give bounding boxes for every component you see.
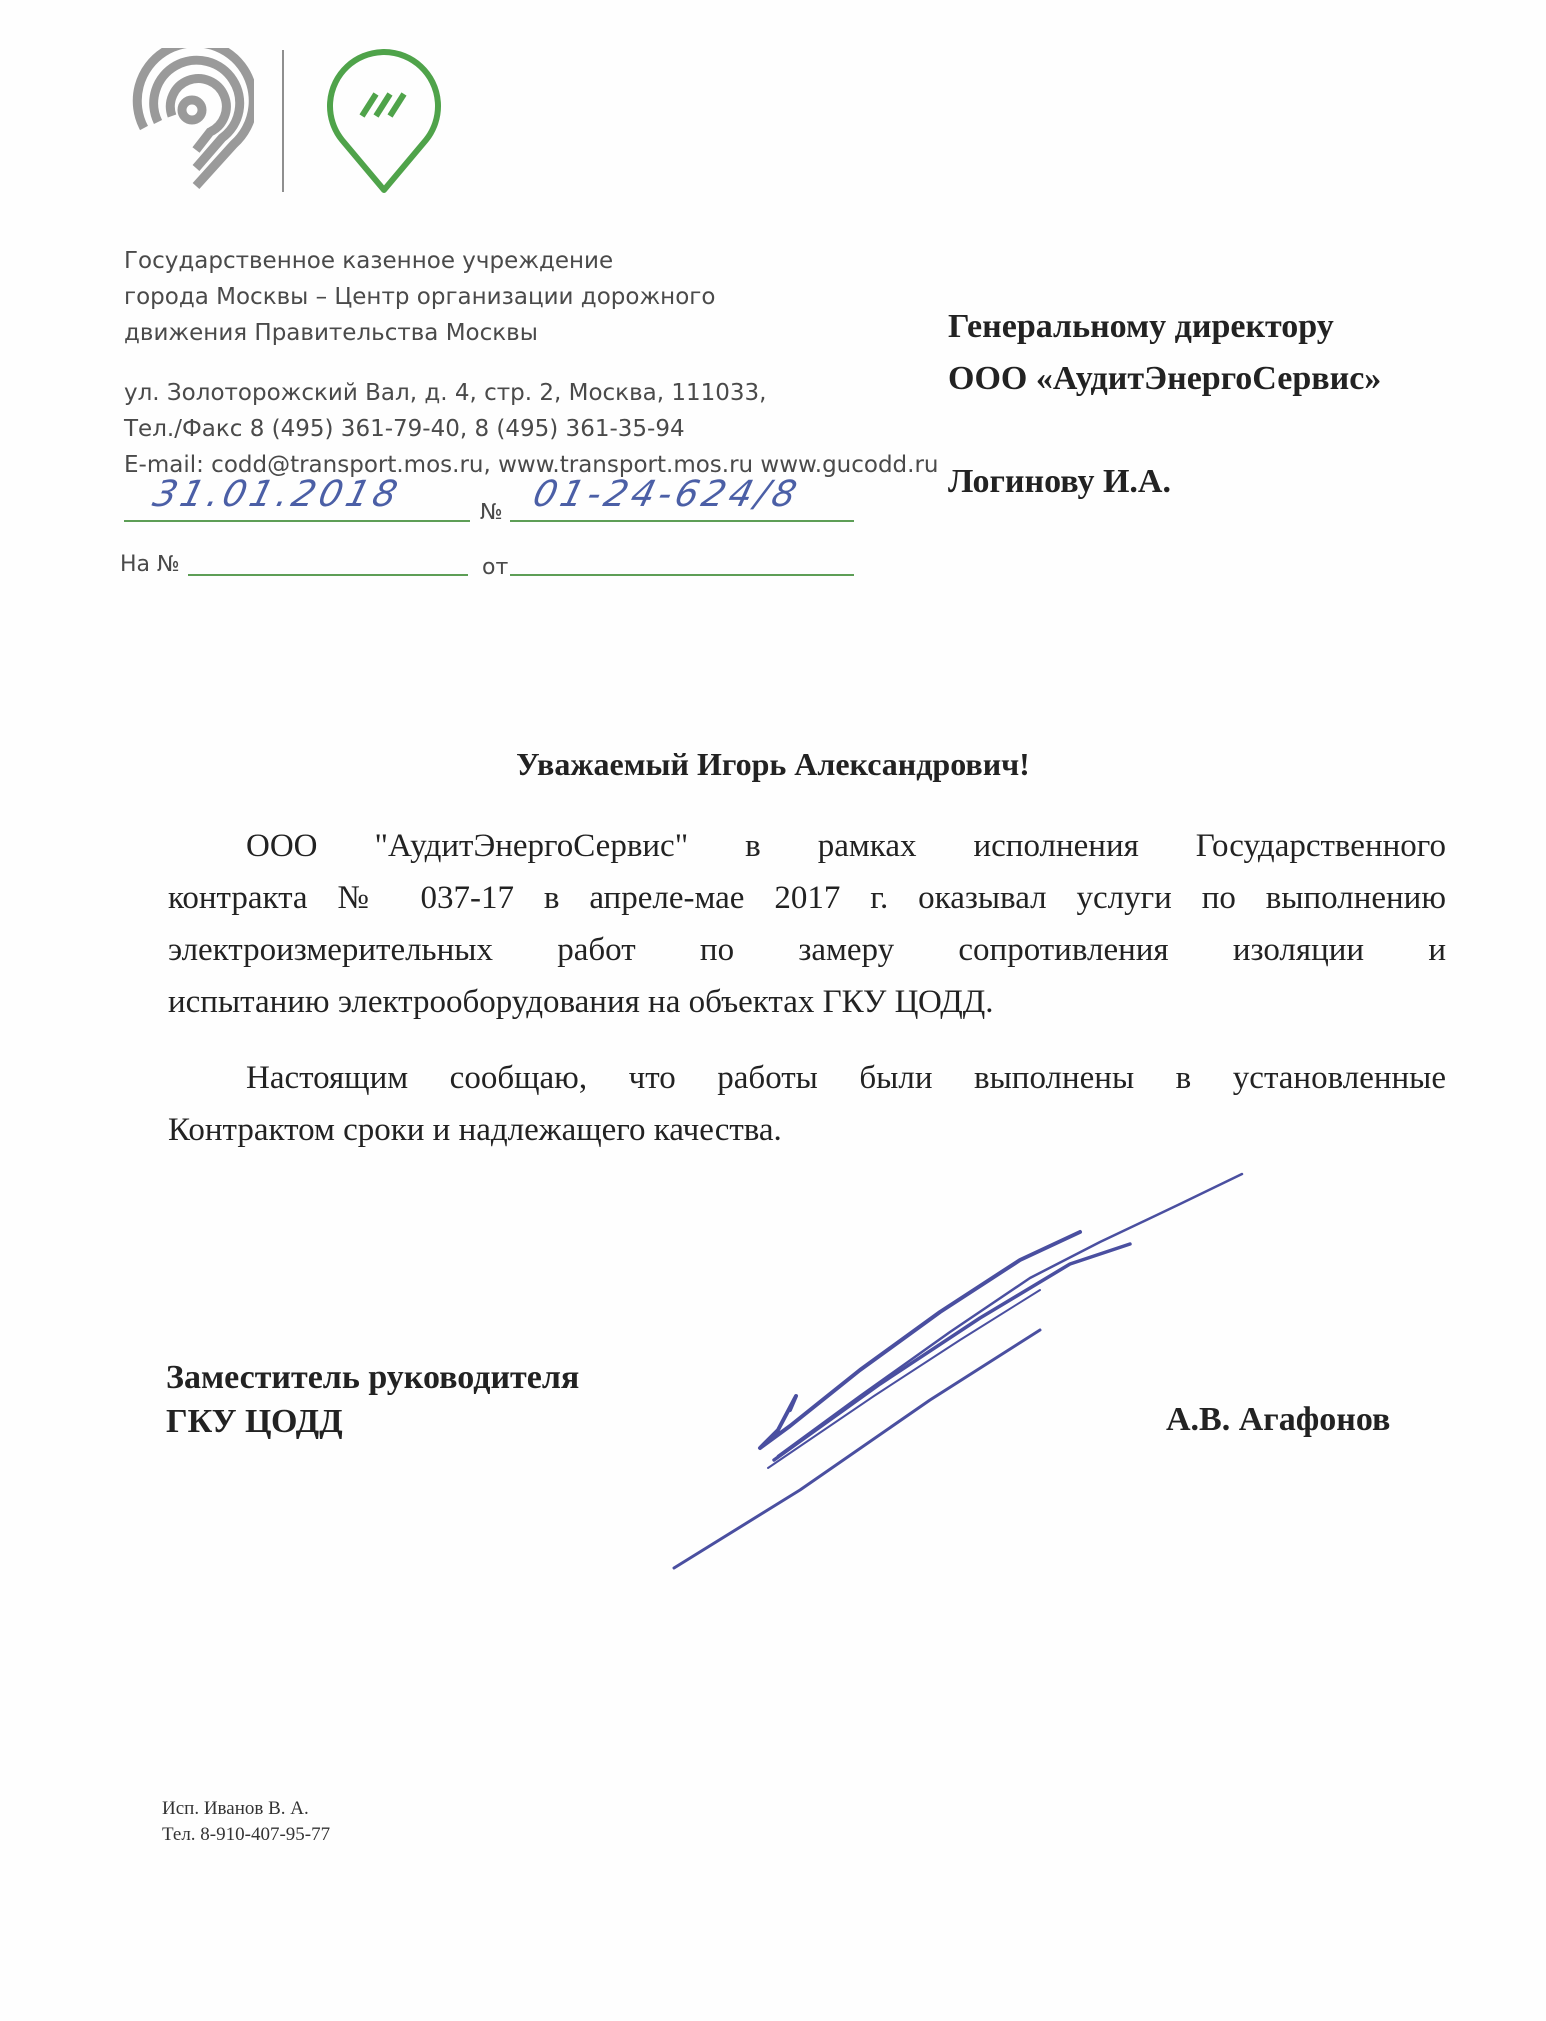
addressee-company: ООО «АудитЭнергоСервис» — [948, 360, 1382, 397]
organization-name-line: Государственное казенное учреждение — [124, 248, 614, 274]
executor-name: Исп. Иванов В. А. — [162, 1798, 309, 1819]
address-line: ул. Золоторожский Вал, д. 4, стр. 2, Москва, 111033, — [124, 380, 767, 406]
email-web-line: E-mail: codd@transport.mos.ru, www.transport.mos.ru www.gucodd.ru — [124, 452, 939, 478]
reply-to-label: На № — [120, 552, 180, 577]
logo-divider — [282, 50, 284, 192]
organization-name-line: города Москвы – Центр организации дорожного — [124, 284, 716, 310]
codd-logo-icon — [322, 44, 446, 194]
paragraph-line: электроизмерительных работ по замеру сопротивления изоляции и — [168, 932, 1446, 968]
paragraph-line: испытанию электрооборудования на объектах ГКУ ЦОДД. — [168, 984, 994, 1020]
number-underline — [510, 520, 854, 522]
paragraph-line: Контрактом сроки и надлежащего качества. — [168, 1112, 782, 1148]
organization-name — [124, 243, 764, 351]
paragraph-line: контракта № 037-17 в апреле-мае 2017 г. оказывал услуги по выполнению — [168, 880, 1446, 916]
signatory-title: Заместитель руководителя — [166, 1359, 580, 1396]
organization-name-line: движения Правительства Москвы — [124, 320, 538, 346]
paragraph-line: Настоящим сообщаю, что работы были выполнены в установленные — [246, 1060, 1446, 1096]
organization-address — [124, 375, 939, 483]
salutation: Уважаемый Игорь Александрович! — [516, 746, 1030, 782]
signatory-name: А.В. Агафонов — [1166, 1401, 1391, 1438]
letter-paragraph-2 — [168, 1052, 1446, 1156]
phone-fax-line: Тел./Факс 8 (495) 361-79-40, 8 (495) 361-35-94 — [124, 416, 685, 442]
moscow-transport-logo-icon — [124, 48, 254, 193]
executor-phone: Тел. 8-910-407-95-77 — [162, 1824, 331, 1845]
signatory-organization: ГКУ ЦОДД — [166, 1403, 343, 1440]
number-label: № — [480, 500, 503, 525]
paragraph-line: ООО "АудитЭнергоСервис" в рамках исполнения Государственного — [246, 828, 1446, 864]
addressee-name: Логинову И.А. — [948, 463, 1171, 500]
from-label: от — [482, 555, 509, 580]
outgoing-date: 31.01.2018 — [148, 474, 406, 515]
outgoing-number: 01-24-624/8 — [528, 474, 805, 515]
addressee-position: Генеральному директору — [948, 308, 1334, 345]
from-underline — [510, 574, 854, 576]
reply-to-underline — [188, 574, 468, 576]
handwritten-signature — [660, 1160, 1260, 1580]
date-underline — [124, 520, 470, 522]
letter-paragraph-1 — [168, 820, 1446, 1028]
